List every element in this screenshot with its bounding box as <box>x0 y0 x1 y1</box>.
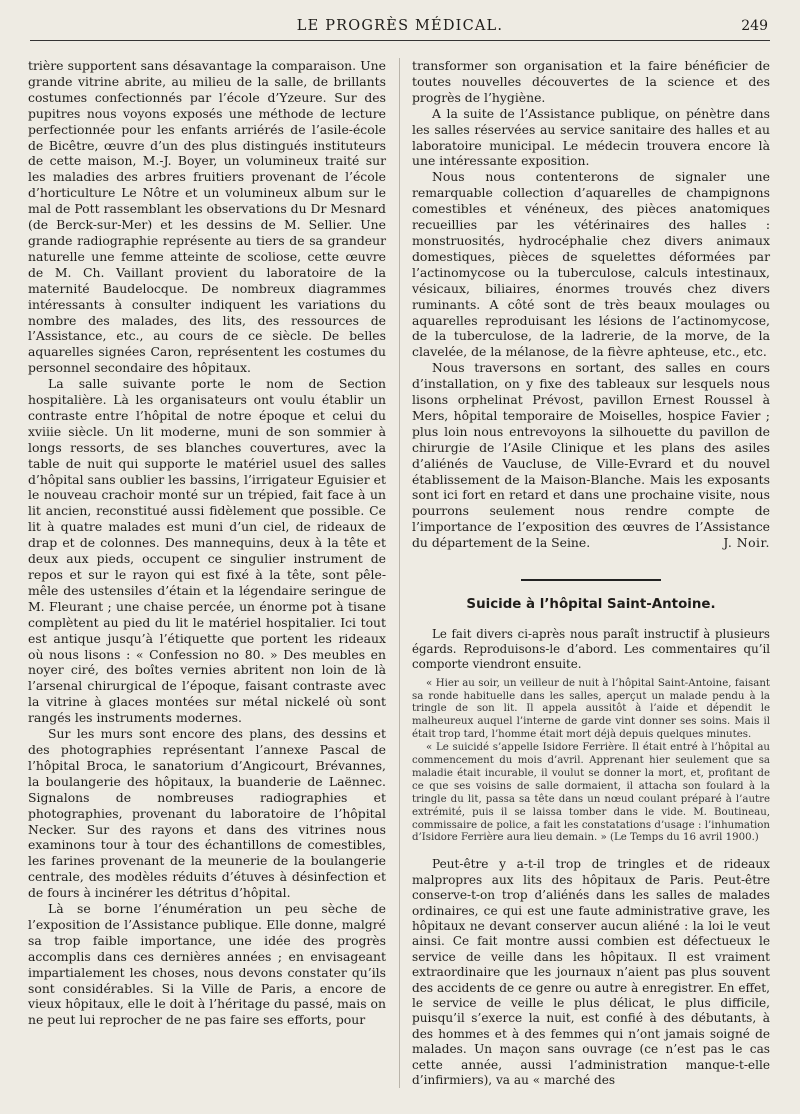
right-column <box>412 58 770 1088</box>
section-separator <box>521 579 661 581</box>
right-paragraph: Nous nous contenterons de signaler une remarquable collection d’aquarelles de champignons comestibles et vénéneux, des pièces anatomiques recueillies par les vétérinaires des halles : monstruosités, hydrocéphalie chez divers animaux domestiques, pièces de squelettes déformées par l’actinomycose ou la tuberculose, calculs intestinaux, vésicaux, biliaires, énormes trouvés chez divers ruminants. A côté sont de très beaux moulages ou aquarelles reproduisant les lésions de l’actinomycose, de la tuberculose, de la ladrerie, de la morve, de la clavelée, de la mélanose, de la fièvre aphteuse, etc., etc. <box>412 169 770 360</box>
column-divider <box>399 58 400 1088</box>
right-paragraph: Nous traversons en sortant, des salles en cours d’installation, on y fixe des tableaux sur lesquels nous lisons orphelinat Prévost, pavillon Ernest Roussel à Mers, hôpital temporaire de Moiselles, hospice Favier ; plus loin nous entrevoyons la silhouette du pavillon de chirurgie de l’Asile Clinique et les plans des asiles d’aliénés de Vaucluse, de Ville-Evrard et du nouvel établissement de la Maison-Blanche. Mais les exposants sont ici fort en retard et dans une prochaine visite, nous pourrons seulement nous rendre compte de l’importance de l’exposition des œuvres de l’Assistance du département de la Seine. <box>412 360 770 551</box>
quote-paragraph: « Le suicidé s’appelle Isidore Ferrière. Il était entré à l’hôpital au commencement du mois d’avril. Apprenant hier seulement que sa maladie était incurable, il voulut se donner la mort, et, profitant de ce que ses voisins de salle dormaient, il attacha son foulard à la tringle du lit, passa sa tête dans un nœud coulant préparé à l’autre extrémité, puis il se laissa tomber dans le vide. M. Boutineau, commissaire de police, a fait les constatations d’usage : l’inhumation d’Isidore Ferrière aura lieu demain. » (Le Temps du 16 avril 1900.) <box>412 742 770 844</box>
left-paragraph: La salle suivante porte le nom de Section hospitalière. Là les organisateurs ont voulu établir un contraste entre l’hôpital de notre époque et celui du xviiie siècle. Un lit moderne, muni de son sommier à longs ressorts, de ses blanches couvertures, avec la table de nuit qui supporte le matériel usuel des salles d’hôpital sans oublier les bassins, l’irrigateur Eguisier et le nouveau crachoir monté sur un trépied, fait face à un lit ancien, reconstitué aussi fidèlement que possible. Ce lit à quatre malades est muni d’un ciel, de rideaux de drap et de colonnes. Des mannequins, deux à la tête et deux aux pieds, occupent ce singulier instrument de repos et sur le rayon qui est fixé à la tête, sont pêle-mêle des ustensiles d’étain et la légendaire seringue de M. Fleurant ; une chaise percée, un énorme pot à tisane complètent au pied du lit le matériel hospitalier. Ici tout est antique jusqu’à l’étiquette que portent les rideaux où nous lisons : « Confession no 80. » Des meubles en noyer ciré, des boîtes vernies abritent non loin de là l’arsenal chirurgical de l’époque, faisant contraste avec la vitrine à glaces montées sur métal nickelé où sont rangés les instruments modernes. <box>28 376 386 726</box>
author-signature: J. Noir. <box>723 535 770 551</box>
left-paragraph: Sur les murs sont encore des plans, des dessins et des photographies représentant l’annexe Pascal de l’hôpital Broca, le sanatorium d’Angicourt, Brévannes, la boulangerie des hôpitaux, la buanderie de Laënnec. Signalons de nombreuses radiographies et photographies, provenant du laboratoire de l’hôpital Necker. Sur des rayons et dans des vitrines nous examinons tour à tour des échantillons de comestibles, les farines provenant de la meunerie de la boulangerie centrale, des modèles réduits d’étuves à désinfection et de fours à incinérer les détritus d’hôpital. <box>28 726 386 901</box>
left-paragraph: trière supportent sans désavantage la comparaison. Une grande vitrine abrite, au milieu de la salle, de brillants costumes confectionnés par l’école d’Yzeure. Sur des pupitres nous voyons exposés une méthode de lecture perfectionnée pour les enfants arriérés de l’asile-école de Bicêtre, œuvre d’un des plus distingués instituteurs de cette maison, M.-J. Boyer, un volumineux traité sur les maladies des arbres fruitiers provenant de l’école d’horticulture Le Nôtre et un volumineux album sur le mal de Pott rassemblant les observations du Dr Mesnard (de Berck-sur-Mer) et les dessins de M. Sellier. Une grande radiographie représente au tiers de sa grandeur naturelle une femme atteinte de scoliose, cette œuvre de M. Ch. Vaillant provient du laboratoire de la maternité Baudelocque. De nombreux diagrammes intéressants à consulter indiquent les variations du nombre des malades, des lits, des ressources de l’Assistance, etc., au cours de ce siècle. De belles aquarelles signées Caron, représentent les costumes du personnel secondaire des hôpitaux. <box>28 58 386 376</box>
quote-paragraph: « Hier au soir, un veilleur de nuit à l’hôpital Saint-Antoine, faisant sa ronde habituelle dans les salles, aperçut un malade pendu à la tringle de son lit. Il appela aussitôt à l’aide et dépendit le malheureux auquel l’interne de garde vint donner ses soins. Mais il était trop tard, l’homme était mort déjà depuis quelques minutes. <box>412 677 770 741</box>
journal-title: LE PROGRÈS MÉDICAL. <box>296 18 504 34</box>
right-paragraph: transformer son organisation et la faire bénéficier de toutes nouvelles découvertes de la science et des progrès de l’hygiène. <box>412 58 770 105</box>
page-number: 249 <box>741 18 768 34</box>
article-intro: Le fait divers ci-après nous paraît instructif à plusieurs égards. Reproduisons-le d’abord. Les commentaires qu’il comporte viendront ensuite. <box>412 626 770 671</box>
right-paragraph: A la suite de l’Assistance publique, on pénètre dans les salles réservées au service sanitaire des halles et au laboratoire municipal. Le médecin trouvera encore là une intéressante exposition. <box>412 105 770 169</box>
commentary-paragraph: Peut-être y a-t-il trop de tringles et de rideaux malpropres aux lits des hôpitaux de Paris. Peut-être conserve-t-on trop d’aliénés dans les salles de malades ordinaires, ce qui est une faute administrative grave, les hôpitaux ne devant conserver aucun aliéné : la loi le veut ainsi. Ce fait montre aussi combien est défectueux le service de veille dans les hôpitaux. Il est vraiment extraordinaire que les journaux n’aient pas plus souvent des accidents de ce genre ou autre à enregistrer. En effet, le service de veille le plus délicat, le plus difficile, puisqu’il s’exerce la nuit, est confié à des débutants, à des hommes et à des femmes qui n’ont jamais soigné de malades. Un maçon sans ouvrage (ce n’est pas le cas cette année, aussi l’administration manque-t-elle d’infirmiers), va au « marché des <box>412 857 770 1088</box>
article-title: Suicide à l’hôpital Saint-Antoine. <box>466 596 716 612</box>
left-column <box>28 58 386 1028</box>
newspaper-quote <box>412 678 770 846</box>
left-paragraph: Là se borne l’énumération un peu sèche de l’exposition de l’Assistance publique. Elle donne, malgré sa trop faible importance, une idée des progrès accomplis dans ces dernières années ; en envisageant impartialement les choses, nous devons constater qu’ils sont considérables. Si la Ville de Paris, a encore de vieux hôpitaux, elle le doit à l’héritage du passé, mais on ne peut lui reprocher de ne pas faire ses efforts, pour <box>28 901 386 1028</box>
page-header <box>30 14 770 41</box>
